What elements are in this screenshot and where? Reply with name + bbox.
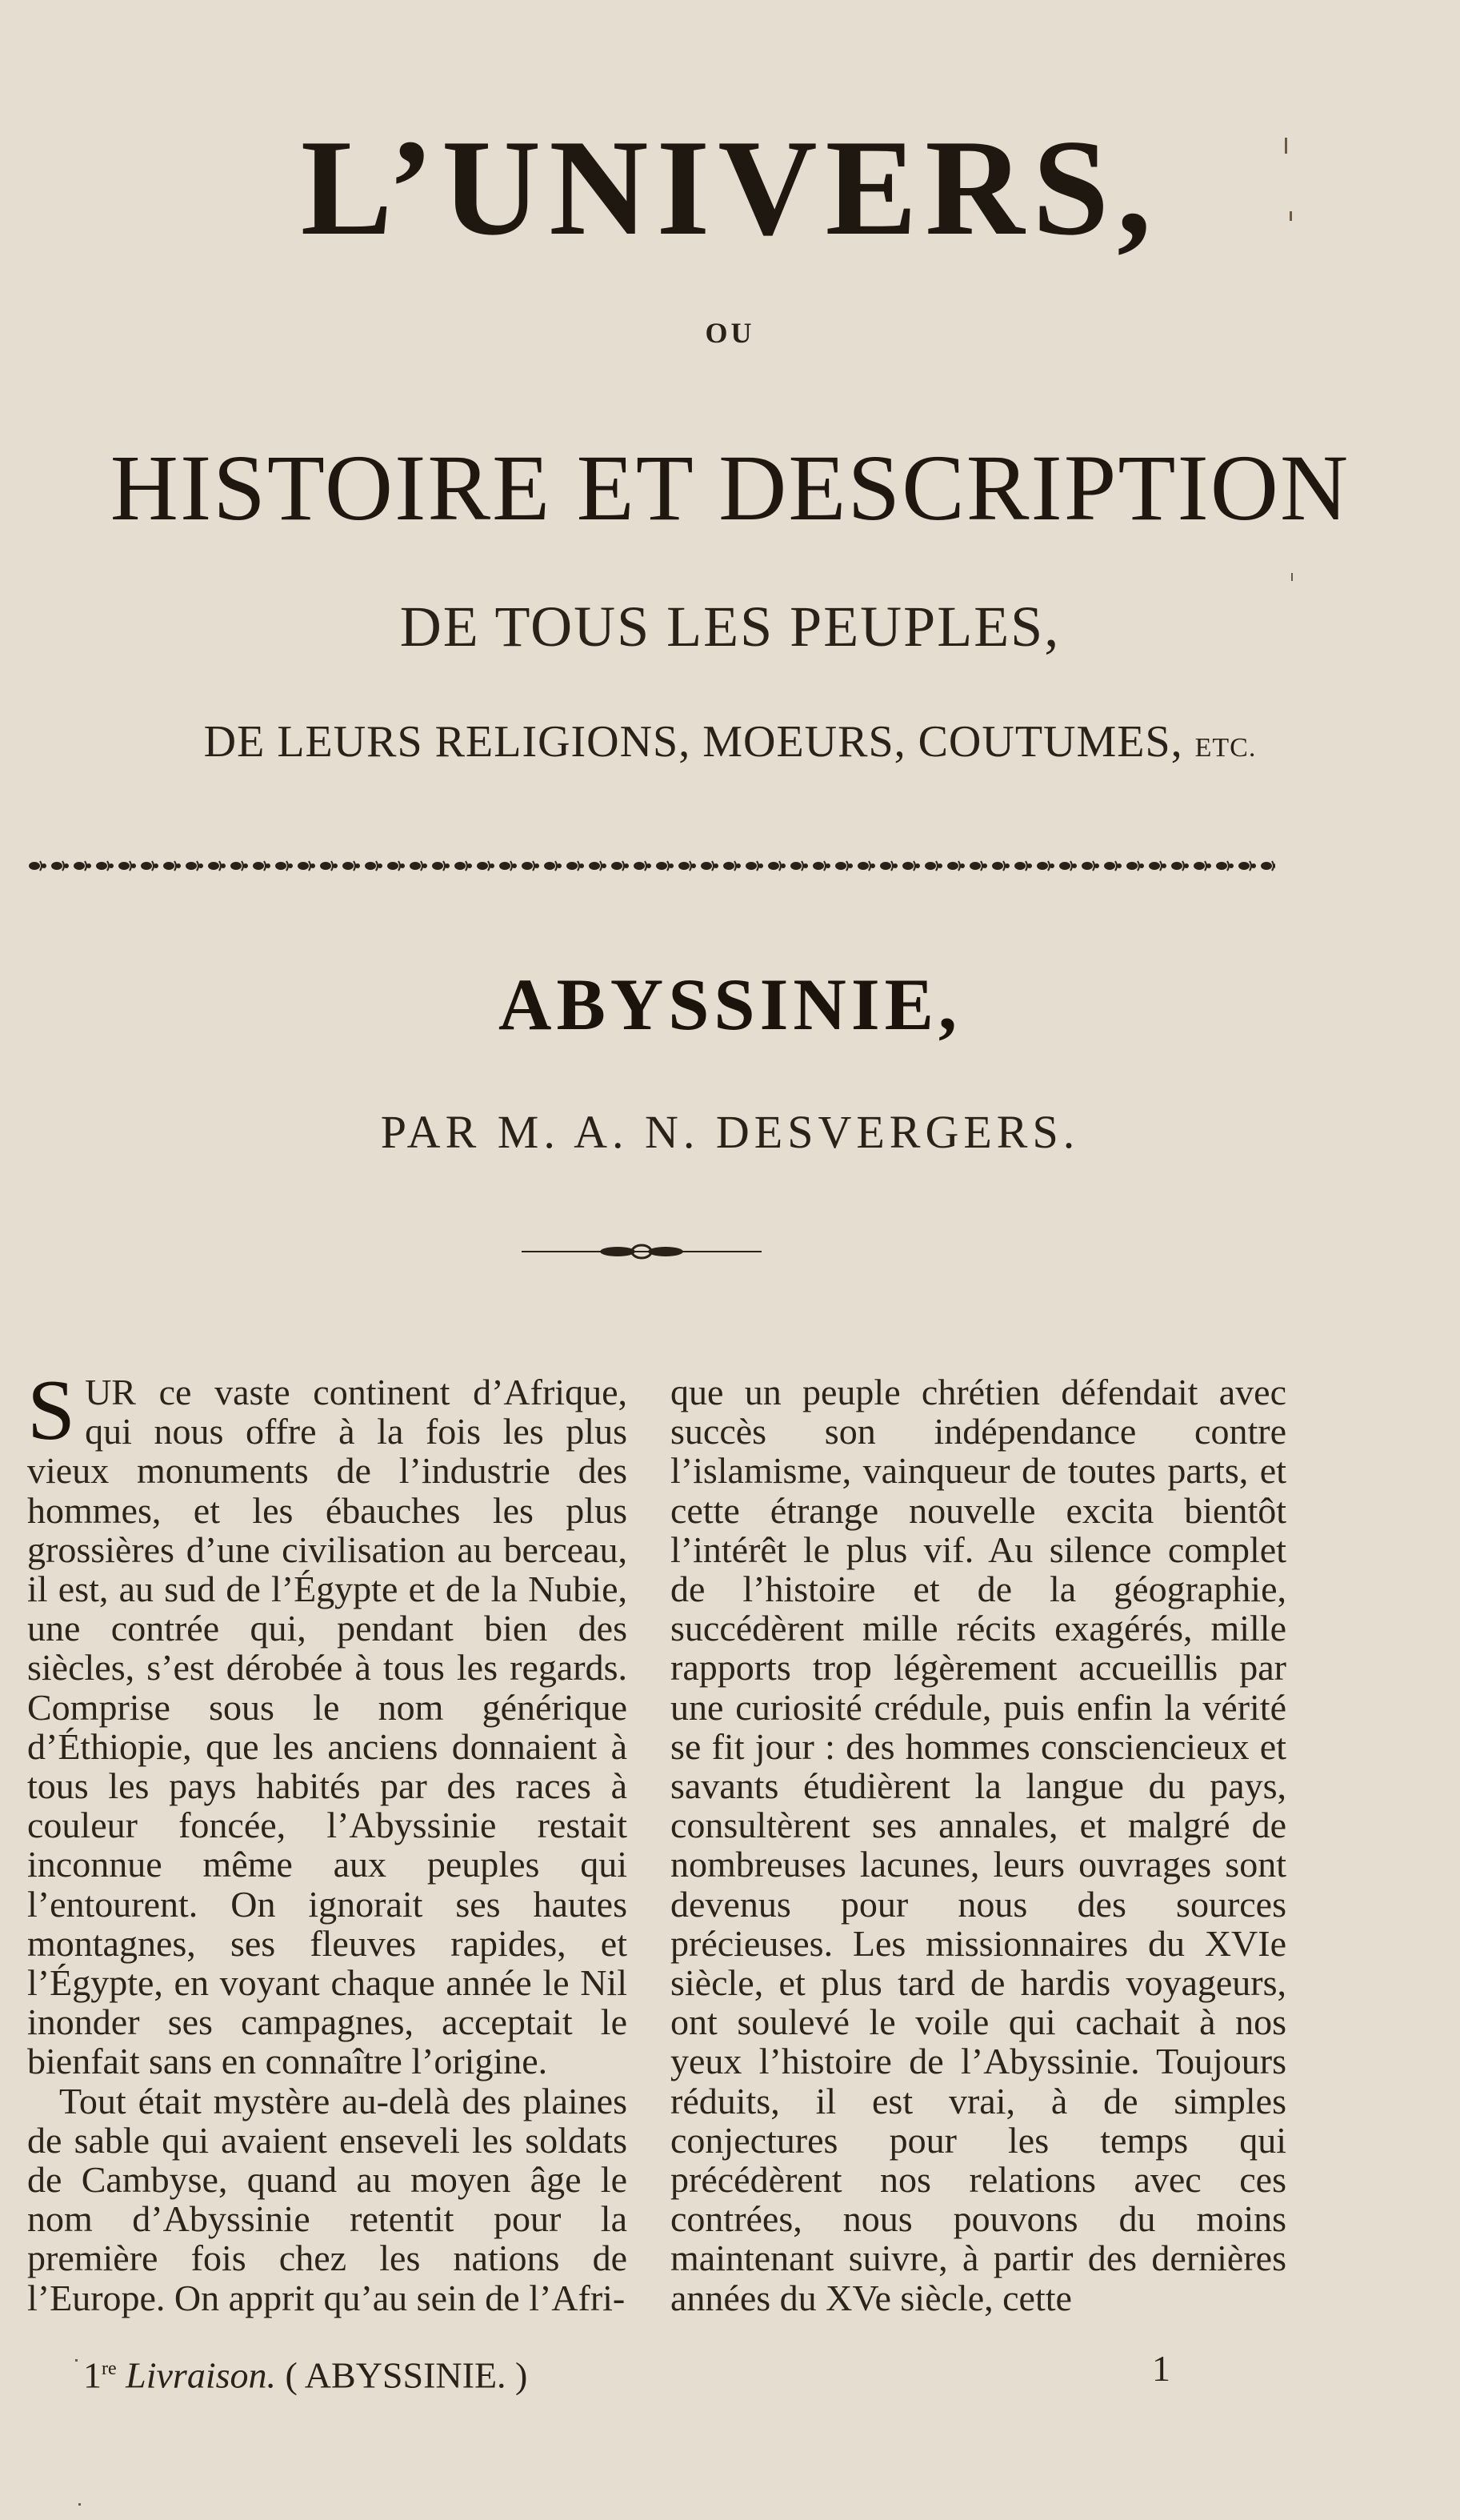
text-column-left (27, 1363, 627, 2318)
author-line: PAR M. A. N. DESVERGERS. (380, 1106, 1080, 1158)
print-speck (1285, 138, 1287, 154)
subtitle-religions (0, 714, 1460, 776)
paragraph-text: UR ce vaste continent d’Afrique, qui nous offre à la fois les plus vieux monuments de l’industrie des hommes, et les ébauches les plus grossières d’une civilisation au berceau, il est, au sud de l’Égypte et de la Nubie, une contrée qui, pendant bien des siècles, s’est dérobée à tous les regards. Comprise sous le nom générique d’Éthiopie, que les anciens donnaient à tous les pays habités par des races à couleur foncée, l’Abyssinie restait inconnue même aux peuples qui l’entourent. On ignorait ses hautes montagnes, ses fleuves rapides, et l’Égypte, en voyant chaque année le Nil inonder ses campagnes, acceptait le bienfait sans en connaître l’origine. (27, 1372, 627, 2082)
subtitle-peuples: DE TOUS LES PEUPLES, (399, 595, 1061, 659)
paragraph (27, 1363, 627, 2082)
livraison-section: ( ABYSSINIE. ) (285, 2354, 528, 2396)
print-speck (1290, 211, 1292, 221)
livraison-superscript: re (102, 2358, 117, 2379)
paragraph-text: Tout était mystère au-delà des plaines de sable qui avaient enseveli les soldats de Cambyse, quand au moyen âge le nom d’Abyssinie retentit pour la première fois chez les nations de l’Europe. On apprit qu’au sein de l’Afri- (27, 2080, 627, 2318)
subtitle-histoire: HISTOIRE ET DESCRIPTION (110, 435, 1350, 540)
footer-livraison (83, 2346, 527, 2398)
print-speck (1291, 573, 1293, 581)
paragraph (670, 1372, 1286, 2318)
text-column-right (670, 1372, 1286, 2318)
paragraph-text: que un peuple chrétien défendait avec succès son indépendance contre l’islamisme, vainqueur de toutes parts, et cette étrange nouvelle excita bientôt l’intérêt le plus vif. Au silence complet de l’histoire et de la géographie, succédèrent mille récits exagérés, mille rapports trop légèrement accueillis par une curiosité crédule, puis enfin la vérité se fit jour : des hommes consciencieux et savants étudièrent la langue du pays, consultèrent ses annales, et malgré de nombreuses lacunes, leurs ouvrages sont devenus pour nous des sources précieuses. Les missionnaires du XVIe siècle, et plus tard de hardis voyageurs, ont soulevé le voile qui cachait à nos yeux l’histoire de l’Abyssinie. Toujours réduits, il est vrai, à de simples conjectures pour les temps qui précédèrent nos relations avec ces contrées, nous pouvons du moins maintenant suivre, à partir des dernières années du XVe siècle, cette (670, 1372, 1286, 2318)
page-number: 1 (1152, 2348, 1170, 2389)
print-speck (78, 2503, 81, 2506)
ornament-divider (522, 1242, 762, 1261)
decorative-border-row (27, 856, 1275, 875)
drop-cap: S (27, 1363, 76, 1458)
main-title: L’UNIVERS, (300, 112, 1160, 264)
paragraph (27, 2081, 627, 2318)
subtitle-etc: ETC. (1194, 733, 1257, 763)
section-title: ABYSSINIE, (498, 964, 962, 1045)
livraison-number: 1 (83, 2354, 102, 2396)
print-speck (75, 2359, 78, 2362)
livraison-word: Livraison. (126, 2354, 277, 2396)
title-conjunction: OU (705, 317, 755, 349)
subtitle-religions-text: DE LEURS RELIGIONS, MOEURS, COUTUMES, (203, 717, 1183, 767)
